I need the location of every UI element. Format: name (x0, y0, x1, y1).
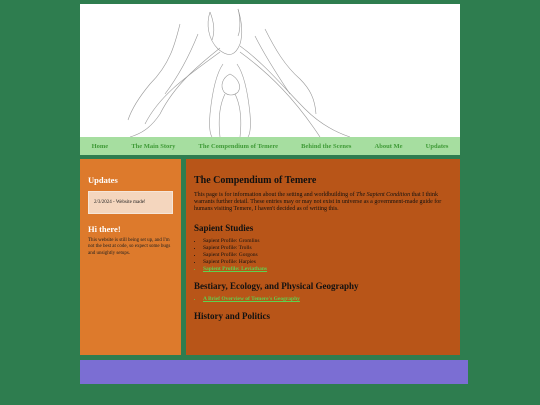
intro-text-end: that I think warrants further detail. These entries may or may not exist in universe as a government-made guide for humans visiting Temere, I haven't decided as of writing this. (194, 192, 442, 212)
sapient-item-gromlins: • Sapient Profile: Gromlins (203, 238, 452, 245)
sapient-item-gorgons: • Sapient Profile: Gorgons (203, 252, 452, 259)
nav-about-me-link[interactable]: About Me (374, 142, 403, 150)
nav-updates-link[interactable]: Updates (425, 142, 449, 150)
sapient-studies-heading: Sapient Studies (194, 223, 254, 233)
sapient-list (194, 238, 452, 273)
update-entry: 2/3/2024 - Website made! (88, 191, 173, 214)
sapient-item-leviathans (203, 266, 452, 273)
nav-behind-the-scenes-link[interactable]: Behind the Scenes (301, 142, 352, 150)
nav-compendium-link[interactable]: The Compendium of Temere (198, 142, 279, 150)
hi-there-heading: Hi there! (88, 224, 121, 234)
sapient-item-harpies: • Sapient Profile: Harpies (203, 259, 452, 266)
bestiary-heading: Bestiary, Ecology, and Physical Geography (194, 281, 359, 291)
bestiary-item-geography (203, 296, 452, 303)
geography-overview-link[interactable]: A Brief Overview of Temere's Geography (203, 296, 300, 302)
header-sketch-image (80, 4, 460, 137)
main-nav-bar (80, 137, 460, 155)
page-title: The Compendium of Temere (194, 175, 317, 186)
updates-heading: Updates (88, 175, 118, 185)
sapient-item-trolls: • Sapient Profile: Trolls (203, 245, 452, 252)
nav-main-story-link[interactable]: The Main Story (131, 142, 176, 150)
hi-there-text: This website is still being set up, and I'm not the best at code, so expect some bugs and unsightly setups. (88, 238, 171, 256)
bestiary-list (194, 296, 452, 303)
intro-text-start: This page is for information about the setting and worldbuilding of (194, 192, 357, 198)
intro-paragraph (194, 192, 452, 213)
main-content (186, 159, 460, 355)
leviathans-link[interactable]: Sapient Profile: Leviathans (203, 266, 268, 272)
nav-home-link[interactable]: Home (91, 142, 109, 150)
history-politics-heading: History and Politics (194, 311, 270, 321)
sidebar (80, 159, 181, 355)
intro-book-title: The Sapient Condition (356, 192, 411, 198)
footer-bar (80, 360, 468, 384)
